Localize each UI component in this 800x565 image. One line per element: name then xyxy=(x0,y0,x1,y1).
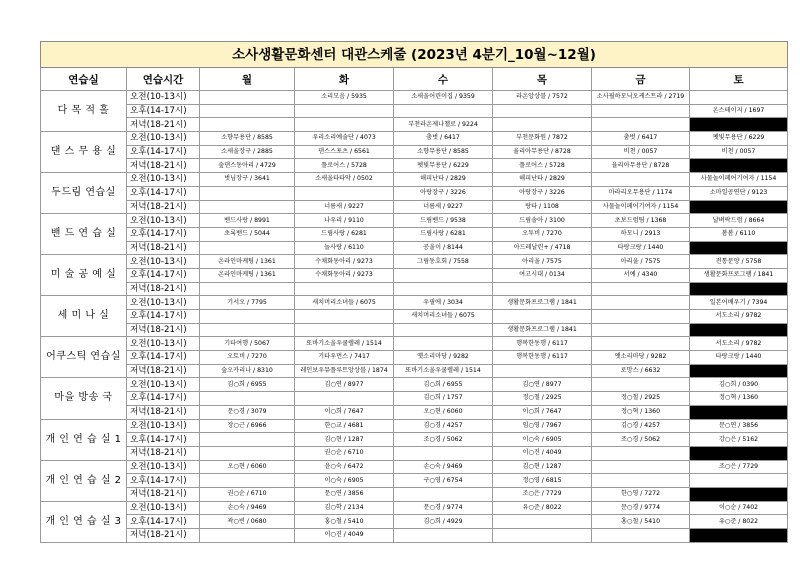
table-row xyxy=(41,200,788,214)
unavailable-cell xyxy=(690,364,788,378)
booking-cell xyxy=(592,378,690,392)
table-row xyxy=(41,282,788,296)
booking-cell: 문○연 / 3856 xyxy=(690,419,788,433)
booking-cell xyxy=(200,186,295,200)
booking-cell xyxy=(394,104,493,118)
booking-cell xyxy=(394,282,493,296)
booking-cell: 오○현 / 6060 xyxy=(394,405,493,419)
booking-cell: 김○학 / 2134 xyxy=(295,501,394,515)
room-name: 밴 드 연 습 실 xyxy=(41,214,127,255)
booking-cell: 정○철 / 2925 xyxy=(493,392,592,406)
booking-cell xyxy=(394,323,493,337)
booking-cell: 조○은 / 7729 xyxy=(493,487,592,501)
unavailable-cell xyxy=(690,405,788,419)
booking-cell xyxy=(493,364,592,378)
booking-cell: 로망스 / 6632 xyxy=(592,364,690,378)
room-name: 마을 방송 국 xyxy=(41,378,127,419)
booking-cell: 한○영 / 7272 xyxy=(592,487,690,501)
booking-cell: 홍○철 / 5410 xyxy=(295,515,394,529)
unavailable-cell xyxy=(690,241,788,255)
booking-cell: 행복한동행 / 6117 xyxy=(493,337,592,351)
booking-cell: 밴드사랑 / 8991 xyxy=(200,214,295,228)
booking-cell xyxy=(592,296,690,310)
booking-cell xyxy=(200,241,295,255)
booking-cell: 문○연 / 3856 xyxy=(295,487,394,501)
booking-cell xyxy=(295,104,394,118)
booking-cell: 김○희 / 6955 xyxy=(200,378,295,392)
table-row xyxy=(41,104,788,118)
booking-cell: 하모니 / 2913 xyxy=(592,227,690,241)
time-slot: 오후(14-17시) xyxy=(127,474,200,488)
booking-cell: 공울이 / 8144 xyxy=(394,241,493,255)
booking-cell: 여고시대 / 0134 xyxy=(493,268,592,282)
time-slot: 오후(14-17시) xyxy=(127,145,200,159)
booking-cell xyxy=(200,392,295,406)
booking-cell: 소사필하모닉오케스트라 / 2719 xyxy=(592,91,690,105)
booking-cell: 춤벗 / 6417 xyxy=(394,132,493,146)
time-slot: 저녁(18-21시) xyxy=(127,446,200,460)
room-name: 어쿠스틱 연습실 xyxy=(41,337,127,378)
booking-cell xyxy=(200,282,295,296)
schedule-body xyxy=(41,91,788,543)
booking-cell xyxy=(200,118,295,132)
table-row xyxy=(41,323,788,337)
booking-cell: 김○희 / 6955 xyxy=(394,378,493,392)
booking-cell xyxy=(394,337,493,351)
booking-cell: 랑타 / 1108 xyxy=(493,200,592,214)
room-name: 개 인 연 습 실 3 xyxy=(41,501,127,542)
booking-cell: 유○준 / 8022 xyxy=(690,515,788,529)
booking-cell: 오○현 / 6060 xyxy=(200,460,295,474)
booking-cell: 소새울어린이집 / 9359 xyxy=(394,91,493,105)
booking-cell: 비천 / 0057 xyxy=(592,145,690,159)
table-row xyxy=(41,145,788,159)
booking-cell: 전통문양 / 5758 xyxy=(690,255,788,269)
booking-cell: 김○현 / 1287 xyxy=(295,433,394,447)
time-slot: 저녁(18-21시) xyxy=(127,529,200,543)
header-time: 연습시간 xyxy=(127,68,200,91)
time-slot: 오후(14-17시) xyxy=(127,392,200,406)
booking-cell: 이○희 / 7647 xyxy=(493,405,592,419)
booking-cell: 권○순 / 6710 xyxy=(295,446,394,460)
unavailable-cell xyxy=(690,282,788,296)
booking-cell: 율리아무용단 / 8728 xyxy=(493,145,592,159)
time-slot: 오전(10-13시) xyxy=(127,378,200,392)
booking-cell: 아드레날린+ / 4718 xyxy=(493,241,592,255)
header-wed: 수 xyxy=(394,68,493,91)
booking-cell: 손○숙 / 9469 xyxy=(200,501,295,515)
booking-cell: 부천라온제나챌로 / 9224 xyxy=(394,118,493,132)
booking-cell: 해피난타 / 2829 xyxy=(394,173,493,187)
table-row xyxy=(41,227,788,241)
header-row xyxy=(41,68,788,91)
booking-cell xyxy=(394,268,493,282)
time-slot: 오전(10-13시) xyxy=(127,173,200,187)
booking-cell: 펫빛무용단 / 6229 xyxy=(394,159,493,173)
booking-cell xyxy=(200,529,295,543)
booking-cell xyxy=(493,515,592,529)
booking-cell xyxy=(200,310,295,324)
time-slot: 저녁(18-21시) xyxy=(127,364,200,378)
booking-cell: 강○은 / 5162 xyxy=(690,433,788,447)
unavailable-cell xyxy=(690,200,788,214)
booking-cell: 너름새 / 9227 xyxy=(394,200,493,214)
unavailable-cell xyxy=(690,118,788,132)
booking-cell: 생활문화프로그램 / 1841 xyxy=(493,296,592,310)
booking-cell: 서도소리 / 9782 xyxy=(690,310,788,324)
time-slot: 저녁(18-21시) xyxy=(127,118,200,132)
booking-cell: 사물놀이페어기여자 / 1154 xyxy=(592,200,690,214)
booking-cell: 문○경 / 9774 xyxy=(394,501,493,515)
room-name: 두드림 연습실 xyxy=(41,173,127,214)
booking-cell: 문○경 / 3079 xyxy=(200,405,295,419)
time-slot: 오전(10-13시) xyxy=(127,91,200,105)
table-row xyxy=(41,364,788,378)
booking-cell xyxy=(295,282,394,296)
time-slot: 오후(14-17시) xyxy=(127,515,200,529)
booking-cell: 홍○철 / 5410 xyxy=(592,515,690,529)
booking-cell: 또바기소울우쿨렐레 / 1514 xyxy=(394,364,493,378)
booking-cell: 윤○숙 / 6472 xyxy=(295,460,394,474)
header-mon: 월 xyxy=(200,68,295,91)
time-slot: 오전(10-13시) xyxy=(127,132,200,146)
booking-cell: 그림동호회 / 7558 xyxy=(394,255,493,269)
booking-cell: 행복한동행 / 6117 xyxy=(493,351,592,365)
table-row xyxy=(41,433,788,447)
booking-cell xyxy=(295,118,394,132)
booking-cell xyxy=(394,529,493,543)
booking-cell: 정○혁 / 1360 xyxy=(690,392,788,406)
booking-cell: 기타우먼스 / 7417 xyxy=(295,351,394,365)
unavailable-cell xyxy=(690,159,788,173)
booking-cell: 드림사랑 / 6281 xyxy=(295,227,394,241)
booking-cell xyxy=(592,282,690,296)
room-name: 개 인 연 습 실 1 xyxy=(41,419,127,460)
booking-cell: 기타여행 / 5067 xyxy=(200,337,295,351)
table-row xyxy=(41,419,788,433)
booking-cell: 새치머리소녀들 / 6075 xyxy=(295,296,394,310)
booking-cell xyxy=(493,104,592,118)
time-slot: 오전(10-13시) xyxy=(127,501,200,515)
table-row xyxy=(41,446,788,460)
booking-cell: 서도소리 / 9782 xyxy=(690,337,788,351)
booking-cell: 일본어배우기 / 7394 xyxy=(690,296,788,310)
booking-cell xyxy=(295,323,394,337)
booking-cell xyxy=(200,104,295,118)
booking-cell: 정○영 / 6815 xyxy=(493,474,592,488)
room-name: 개 인 연 습 실 2 xyxy=(41,460,127,501)
booking-cell: 정○철 / 2925 xyxy=(592,392,690,406)
time-slot: 오후(14-17시) xyxy=(127,104,200,118)
time-slot: 오전(10-13시) xyxy=(127,419,200,433)
table-row xyxy=(41,487,788,501)
booking-cell: 곽○빈 / 0680 xyxy=(200,515,295,529)
booking-cell: 플로어스 / 5728 xyxy=(295,159,394,173)
table-row xyxy=(41,132,788,146)
table-row xyxy=(41,118,788,132)
booking-cell: 소향무용단 / 8585 xyxy=(394,145,493,159)
unavailable-cell xyxy=(690,487,788,501)
booking-cell xyxy=(493,310,592,324)
booking-cell xyxy=(493,282,592,296)
booking-cell: 드림밴드 / 9538 xyxy=(394,214,493,228)
booking-cell: 한○교 / 4681 xyxy=(295,419,394,433)
time-slot: 저녁(18-21시) xyxy=(127,487,200,501)
booking-cell: 소새울장구 / 2885 xyxy=(200,145,295,159)
booking-cell: 오토비 / 7270 xyxy=(200,351,295,365)
booking-cell xyxy=(592,529,690,543)
booking-cell: 오투비 / 7270 xyxy=(493,227,592,241)
booking-cell: 수채화동아리 / 9273 xyxy=(295,255,394,269)
time-slot: 오전(10-13시) xyxy=(127,337,200,351)
booking-cell: 온스테이지 / 1697 xyxy=(690,104,788,118)
booking-cell: 김○현 / 1287 xyxy=(493,460,592,474)
table-row xyxy=(41,378,788,392)
booking-cell: 비천 / 0057 xyxy=(690,145,788,159)
booking-cell xyxy=(200,91,295,105)
booking-cell: 벗님장구 / 3641 xyxy=(200,173,295,187)
booking-cell: 부천문화원 / 7872 xyxy=(493,132,592,146)
booking-cell: 아랑장구 / 3226 xyxy=(493,186,592,200)
booking-cell xyxy=(592,446,690,460)
booking-cell: 아랑장구 / 3226 xyxy=(394,186,493,200)
booking-cell: 온라인마케팅 / 1361 xyxy=(200,268,295,282)
booking-cell: 사물놀이페어기여자 / 1154 xyxy=(690,173,788,187)
booking-cell: 이○진 / 4049 xyxy=(493,446,592,460)
booking-cell: 옛소리마당 / 9282 xyxy=(394,351,493,365)
booking-cell xyxy=(200,323,295,337)
booking-cell: 김○연 / 8977 xyxy=(295,378,394,392)
room-name: 세 미 나 실 xyxy=(41,296,127,337)
header-fri: 금 xyxy=(592,68,690,91)
booking-cell xyxy=(200,446,295,460)
booking-cell: 문○경 / 9774 xyxy=(592,501,690,515)
booking-cell: 춤벗 / 6417 xyxy=(592,132,690,146)
booking-cell: 김○희 / 1757 xyxy=(394,392,493,406)
booking-cell: 생활문화프로그램 / 1841 xyxy=(493,323,592,337)
booking-cell xyxy=(200,200,295,214)
time-slot: 오후(14-17시) xyxy=(127,268,200,282)
booking-cell: 타랑크랑 / 1440 xyxy=(690,351,788,365)
booking-cell: 아리울 / 7575 xyxy=(493,255,592,269)
booking-cell: 이○희 / 7647 xyxy=(295,405,394,419)
booking-cell: 나우리 / 9110 xyxy=(295,214,394,228)
table-row xyxy=(41,337,788,351)
booking-cell: 옛소리마당 / 9282 xyxy=(592,351,690,365)
booking-cell: 해피난타 / 2829 xyxy=(493,173,592,187)
table-row xyxy=(41,392,788,406)
booking-cell xyxy=(592,337,690,351)
booking-cell: 우필에 / 3034 xyxy=(394,296,493,310)
table-row xyxy=(41,159,788,173)
table-row xyxy=(41,460,788,474)
booking-cell: 마라리오무용단 / 1174 xyxy=(592,186,690,200)
booking-cell: 이○숙 / 6905 xyxy=(493,433,592,447)
booking-cell: 초록밴드 / 5044 xyxy=(200,227,295,241)
booking-cell: 또바기소울우쿨렐레 / 1514 xyxy=(295,337,394,351)
table-row xyxy=(41,186,788,200)
room-name: 미 술 공 예 실 xyxy=(41,255,127,296)
time-slot: 오후(14-17시) xyxy=(127,186,200,200)
booking-cell xyxy=(200,474,295,488)
booking-cell: 놀사랑 / 6110 xyxy=(295,241,394,255)
booking-cell: 타랑크랑 / 1440 xyxy=(592,241,690,255)
booking-cell: 온라인마케팅 / 1361 xyxy=(200,255,295,269)
time-slot: 오후(14-17시) xyxy=(127,351,200,365)
time-slot: 저녁(18-21시) xyxy=(127,405,200,419)
table-row xyxy=(41,91,788,105)
booking-cell xyxy=(592,104,690,118)
time-slot: 오전(10-13시) xyxy=(127,296,200,310)
booking-cell xyxy=(592,310,690,324)
booking-cell: 숲오카리나 / 8310 xyxy=(200,364,295,378)
booking-cell: 레인보우뮤플루트앙상블 / 1874 xyxy=(295,364,394,378)
header-thu: 목 xyxy=(493,68,592,91)
time-slot: 오전(10-13시) xyxy=(127,214,200,228)
header-sat: 토 xyxy=(690,68,788,91)
time-slot: 오전(10-13시) xyxy=(127,255,200,269)
booking-cell: 임○영 / 7967 xyxy=(493,419,592,433)
booking-cell xyxy=(394,487,493,501)
time-slot: 오전(10-13시) xyxy=(127,460,200,474)
table-row xyxy=(41,405,788,419)
booking-cell xyxy=(295,392,394,406)
booking-cell xyxy=(295,310,394,324)
table-row xyxy=(41,474,788,488)
booking-cell: 손○숙 / 9469 xyxy=(394,460,493,474)
unavailable-cell xyxy=(690,529,788,543)
table-row xyxy=(41,255,788,269)
booking-cell: 숲댄스동아리 / 4729 xyxy=(200,159,295,173)
booking-cell: 기서오 / 7795 xyxy=(200,296,295,310)
booking-cell: 율리아무용단 / 8728 xyxy=(592,159,690,173)
time-slot: 저녁(18-21시) xyxy=(127,241,200,255)
booking-cell: 서예 / 4340 xyxy=(592,268,690,282)
booking-cell: 김○희 / 0390 xyxy=(690,378,788,392)
booking-cell xyxy=(493,529,592,543)
booking-cell: 초보드럼팀 / 1368 xyxy=(592,214,690,228)
header-tue: 화 xyxy=(295,68,394,91)
booking-cell xyxy=(295,186,394,200)
booking-cell: 우리소리예술단 / 4073 xyxy=(295,132,394,146)
booking-cell xyxy=(394,446,493,460)
booking-cell xyxy=(592,173,690,187)
booking-cell: 드림사랑 / 6281 xyxy=(394,227,493,241)
table-row xyxy=(41,296,788,310)
table-row xyxy=(41,515,788,529)
booking-cell: 새치머리소녀들 / 6075 xyxy=(394,310,493,324)
unavailable-cell xyxy=(690,323,788,337)
booking-cell: 김○경 / 4257 xyxy=(592,419,690,433)
booking-cell: 드림솔아 / 3100 xyxy=(493,214,592,228)
booking-cell xyxy=(200,433,295,447)
booking-cell: 구○영 / 6754 xyxy=(394,474,493,488)
booking-cell: 유○준 / 8022 xyxy=(493,501,592,515)
booking-cell: 날벼락드럼 / 8664 xyxy=(690,214,788,228)
booking-cell: 봄봄 / 6110 xyxy=(690,227,788,241)
booking-cell xyxy=(592,118,690,132)
booking-cell xyxy=(690,474,788,488)
table-row xyxy=(41,268,788,282)
booking-cell: 김○연 / 8977 xyxy=(493,378,592,392)
booking-cell: 김○희 / 4929 xyxy=(394,515,493,529)
booking-cell xyxy=(592,474,690,488)
booking-cell: 조○경 / 5062 xyxy=(394,433,493,447)
booking-cell: 이○진 / 4049 xyxy=(295,529,394,543)
booking-cell xyxy=(592,323,690,337)
time-slot: 오후(14-17시) xyxy=(127,433,200,447)
room-name: 댄 스 무 용 실 xyxy=(41,132,127,173)
booking-cell: 김○경 / 4257 xyxy=(394,419,493,433)
table-row xyxy=(41,310,788,324)
time-slot: 저녁(18-21시) xyxy=(127,282,200,296)
booking-cell: 너름새 / 9227 xyxy=(295,200,394,214)
table-row xyxy=(41,501,788,515)
booking-cell: 플로어스 / 5728 xyxy=(493,159,592,173)
booking-cell: 소마일공연단 / 9123 xyxy=(690,186,788,200)
table-row xyxy=(41,214,788,228)
booking-cell: 수채화동아리 / 9273 xyxy=(295,268,394,282)
booking-cell: 권○순 / 6710 xyxy=(200,487,295,501)
booking-cell: 이○순 / 7402 xyxy=(690,501,788,515)
time-slot: 저녁(18-21시) xyxy=(127,200,200,214)
header-room: 연습실 xyxy=(41,68,127,91)
booking-cell: 생활문화프로그램 / 1841 xyxy=(690,268,788,282)
booking-cell: 소리모음 / 5935 xyxy=(295,91,394,105)
time-slot: 저녁(18-21시) xyxy=(127,159,200,173)
room-name: 다 목 적 홀 xyxy=(41,91,127,132)
time-slot: 저녁(18-21시) xyxy=(127,323,200,337)
booking-cell: 이○숙 / 6905 xyxy=(295,474,394,488)
unavailable-cell xyxy=(690,446,788,460)
time-slot: 오후(14-17시) xyxy=(127,310,200,324)
booking-cell: 소향무용단 / 8585 xyxy=(200,132,295,146)
booking-cell xyxy=(592,460,690,474)
booking-cell: 댄스스포츠 / 6561 xyxy=(295,145,394,159)
booking-cell: 펫빛무용단 / 6229 xyxy=(690,132,788,146)
booking-cell: 정○혁 / 1360 xyxy=(592,405,690,419)
booking-cell xyxy=(493,118,592,132)
booking-cell: 아리울 / 7575 xyxy=(592,255,690,269)
booking-cell: 장○근 / 6966 xyxy=(200,419,295,433)
table-row xyxy=(41,351,788,365)
booking-cell: 라온앙상블 / 7572 xyxy=(493,91,592,105)
page-title: 소사생활문화센터 대관스케줄 (2023년 4분기_10월~12월) xyxy=(41,42,788,68)
table-row xyxy=(41,529,788,543)
booking-cell: 조○경 / 5062 xyxy=(592,433,690,447)
booking-cell: 조○은 / 7729 xyxy=(690,460,788,474)
table-row xyxy=(41,241,788,255)
booking-cell: 소새울타타악 / 0502 xyxy=(295,173,394,187)
table-row xyxy=(41,173,788,187)
time-slot: 오후(14-17시) xyxy=(127,227,200,241)
booking-cell xyxy=(690,91,788,105)
schedule-table xyxy=(40,41,788,543)
